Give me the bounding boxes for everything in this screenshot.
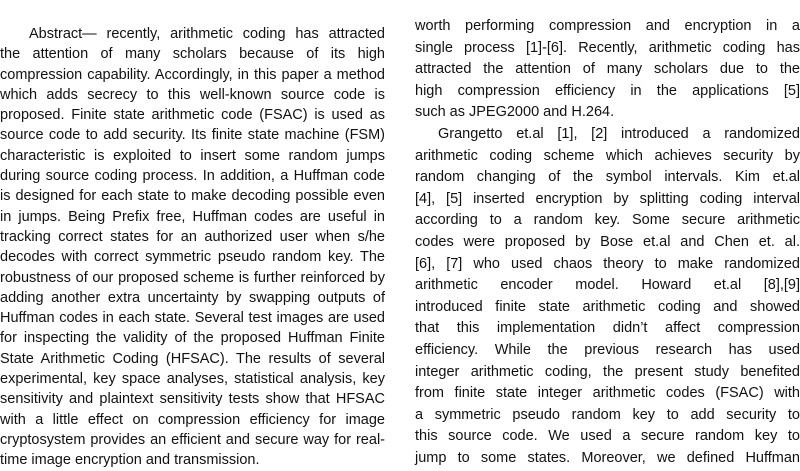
text-line-content: introduced finite state arithmetic coding and showed	[415, 298, 800, 315]
text-line-content: arithmetic encoder model. Howard et.al [8],[9]	[415, 277, 800, 294]
abstract-column	[0, 24, 385, 471]
text-line	[0, 125, 385, 145]
text-line-content: Grangetto et.al [1], [2] introduced a randomized	[438, 125, 800, 142]
text-line-content: efficiency. While the previous research has used	[415, 341, 800, 358]
text-line	[415, 102, 800, 124]
text-line	[0, 369, 385, 389]
text-line-content: cryptosystem provides an efficient and secure way for real-	[0, 431, 385, 448]
text-line-content: worth performing compression and encryption in a	[415, 18, 800, 34]
text-line	[415, 275, 800, 297]
text-line	[415, 383, 800, 405]
text-line-content: which adds secrecy to this well-known source code is	[0, 86, 385, 103]
text-line	[415, 59, 800, 81]
text-line	[0, 207, 385, 227]
text-line	[0, 227, 385, 247]
text-line	[415, 297, 800, 319]
text-line-content: single process [1]-[6]. Recently, arithmetic coding has	[415, 39, 800, 56]
text-line	[415, 146, 800, 168]
text-line-content: Abstract— recently, arithmetic coding has attracted	[29, 26, 385, 42]
text-line	[415, 405, 800, 427]
text-line-content: [4], [5] inserted encryption by splitting coding interval	[415, 190, 800, 207]
text-line	[0, 247, 385, 267]
text-line	[415, 16, 800, 38]
text-line-content: source code to add security. Its finite state machine (FSM)	[0, 127, 385, 144]
text-line	[415, 189, 800, 211]
text-line-content: sensitivity and plaintext sensitivity tests show that HFSAC	[0, 391, 385, 408]
text-line	[415, 340, 800, 362]
text-line	[0, 349, 385, 369]
text-line	[0, 85, 385, 105]
text-line	[415, 167, 800, 189]
text-line	[0, 105, 385, 125]
text-line	[415, 318, 800, 340]
text-line-content: codes were proposed by Bose et.al and Chen et. al.	[415, 233, 800, 250]
text-line	[415, 448, 800, 470]
text-line	[415, 210, 800, 232]
text-line-content: this source code. We used a secure random key to	[415, 428, 800, 445]
text-line-content: a symmetric pseudo random key to add security to	[415, 406, 800, 423]
text-line	[415, 362, 800, 384]
text-line-content: experimental, key space analyses, statistical analysis, key	[0, 371, 385, 388]
text-line-content: integer arithmetic coding, the present study benefited	[415, 363, 800, 380]
text-line-content: characteristic is exploited to insert some random jumps	[0, 147, 385, 164]
text-line-content: jump to some states. Moreover, we defined Huffman	[415, 449, 800, 466]
text-line-content: such as JPEG2000 and H.264.	[415, 104, 615, 121]
text-line	[0, 308, 385, 328]
text-line	[415, 426, 800, 448]
text-line-content: compression capability. Accordingly, in this paper a method	[0, 66, 385, 83]
text-line-content: according to a random key. Some secure arithmetic	[415, 212, 800, 229]
text-line-content: is designed for each state to make decoding possible even	[0, 188, 385, 205]
text-line	[415, 124, 800, 146]
text-line-content: with a little effect on compression efficiency for image	[0, 411, 385, 428]
text-line	[0, 166, 385, 186]
text-line	[415, 38, 800, 60]
text-line	[0, 288, 385, 308]
text-line	[415, 254, 800, 276]
text-line-content: robustness of our proposed scheme is further reinforced by	[0, 269, 385, 286]
text-line-content: tracking correct states for an authorized user when s/he	[0, 228, 385, 245]
text-line-content: State Arithmetic Coding (HFSAC). The results of several	[0, 350, 385, 367]
text-line-content: [6], [7] who used chaos theory to make randomized	[415, 255, 800, 272]
text-line	[0, 146, 385, 166]
text-line	[0, 450, 385, 470]
text-line-content: decodes with correct symmetric pseudo random key. The	[0, 249, 385, 266]
text-line-content: for inspecting the validity of the proposed Huffman Finite	[0, 330, 385, 347]
text-line-content: high compression efficiency in the applications [5]	[415, 82, 800, 99]
text-line-content: arithmetic coding scheme which achieves security by	[415, 147, 800, 164]
text-line-content: time image encryption and transmission.	[0, 452, 260, 469]
body-column	[415, 16, 800, 469]
text-line	[0, 328, 385, 348]
text-line-content: in jumps. Being Prefix free, Huffman codes are useful in	[0, 208, 385, 225]
text-line-content: attracted the attention of many scholars due to the	[415, 61, 800, 78]
text-line	[0, 268, 385, 288]
text-line	[415, 81, 800, 103]
text-line-content: during source coding process. In addition, a Huffman code	[0, 168, 385, 185]
text-line	[0, 44, 385, 64]
text-line	[0, 389, 385, 409]
text-line	[0, 186, 385, 206]
text-line	[0, 65, 385, 85]
text-line	[415, 232, 800, 254]
text-line-content: from finite state integer arithmetic codes (FSAC) with	[415, 385, 800, 402]
text-line-content: proposed. Finite state arithmetic code (FSAC) is used as	[0, 107, 385, 124]
text-line-content: random changing of the symbol intervals. Kim et.al	[415, 169, 800, 186]
text-line-content: that this implementation didn’t affect compression	[415, 320, 800, 337]
text-line	[0, 410, 385, 430]
text-line-content: the attention of many scholars because of its high	[0, 46, 385, 63]
text-line-content: Huffman codes in each state. Several test images are used	[0, 310, 385, 327]
text-line-content: adding another extra uncertainty by swapping outputs of	[0, 289, 385, 306]
text-line	[0, 430, 385, 450]
text-line	[0, 24, 385, 44]
